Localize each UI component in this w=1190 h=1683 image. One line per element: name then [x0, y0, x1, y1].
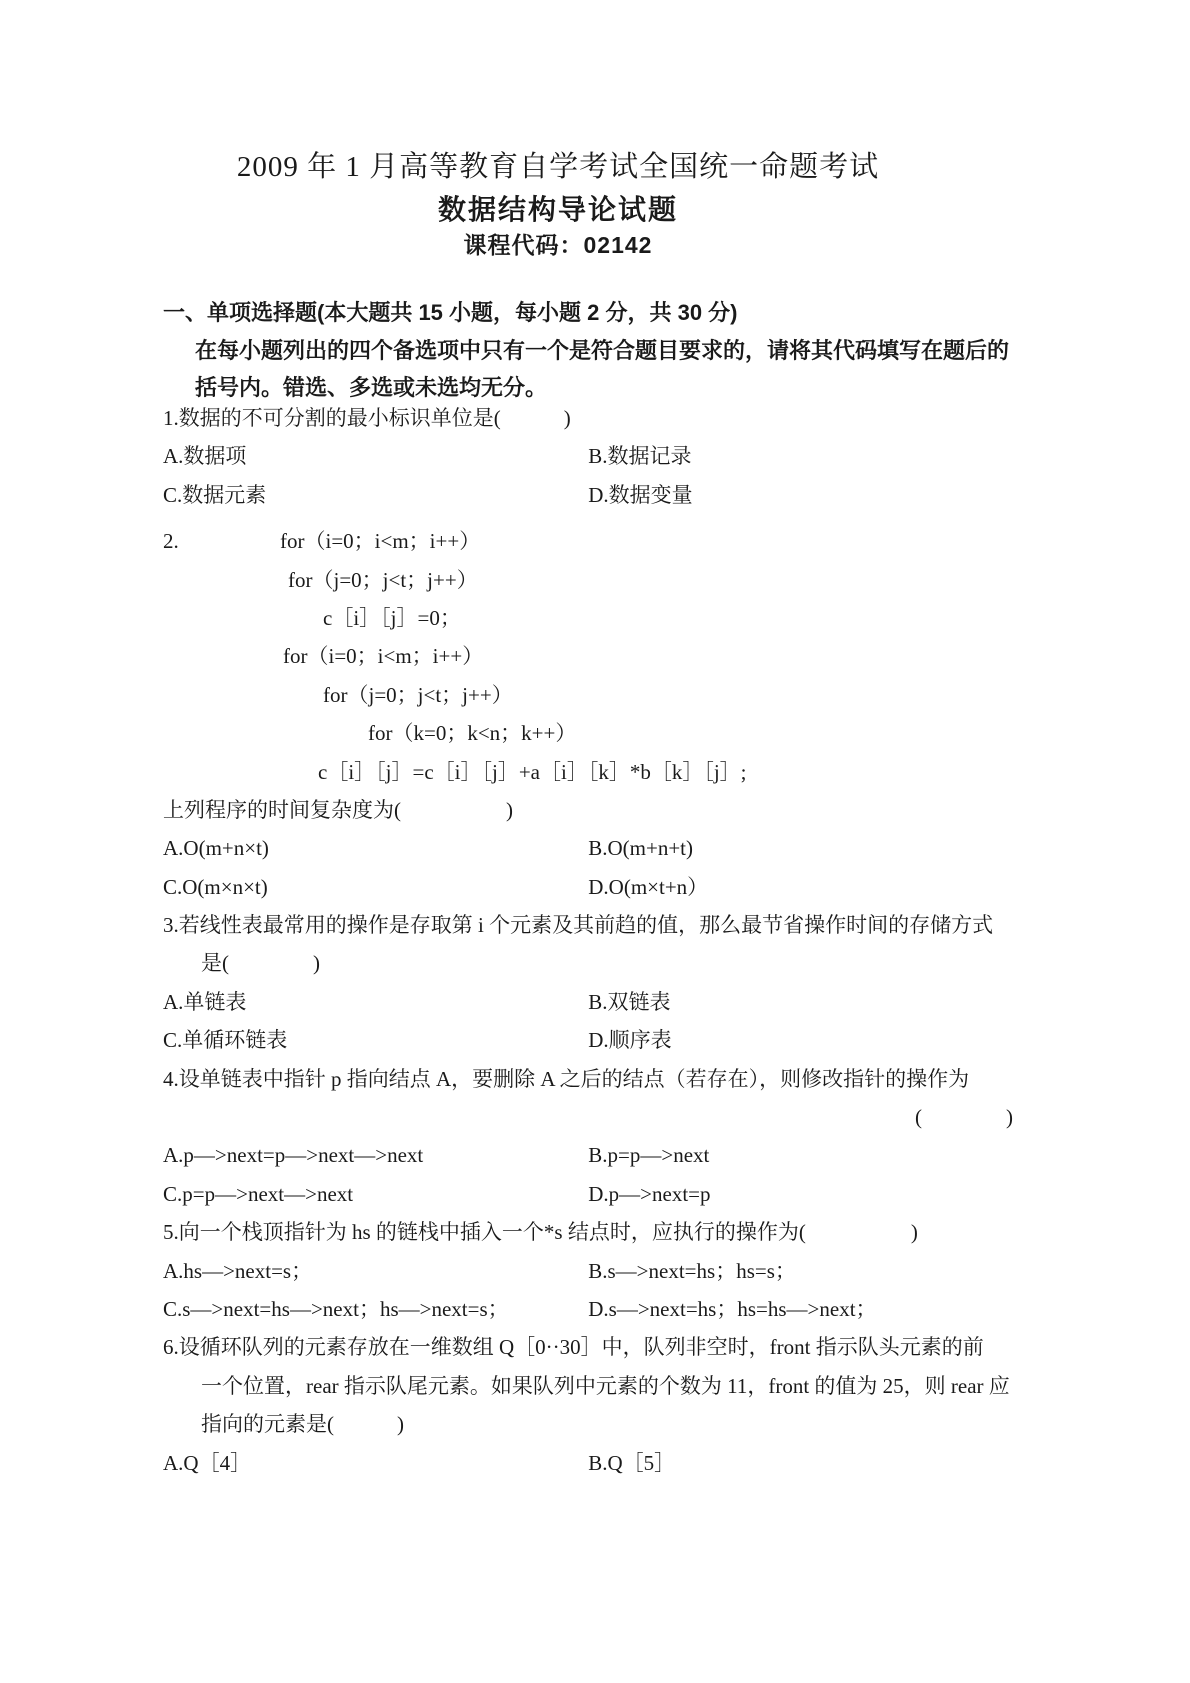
option-5c: C.s—>next=hs—>next；hs—>next=s； [163, 1296, 509, 1321]
question-3-stem-cont: 是( ) [201, 951, 320, 976]
page-title: 2009 年 1 月高等教育自学考试全国统一命题考试 [236, 151, 880, 183]
option-1c: C.数据元素 [163, 482, 267, 507]
question-4-options-ab [163, 1136, 1043, 1174]
question-1-options-ab [163, 437, 1043, 475]
question-3-options-ab [163, 983, 1043, 1021]
question-2-code-line: for（j=0；j<t；j++） [323, 682, 513, 707]
question-1-stem: 1.数据的不可分割的最小标识单位是( ) [163, 406, 571, 430]
question-4-stem: 4.设单链表中指针 p 指向结点 A，要删除 A 之后的结点（若存在），则修改指针的操作为 [163, 1066, 970, 1091]
question-5-options-ab [163, 1252, 1043, 1290]
questions-area [163, 399, 1043, 1482]
question-2-number: 2. [163, 529, 179, 554]
question-3-stem: 3.若线性表最常用的操作是存取第 i 个元素及其前趋的值，那么最节省操作时间的存储方式 [163, 913, 994, 938]
question-2-stem: 上列程序的时间复杂度为( ) [163, 797, 513, 822]
question-2-code-line: c［i］［j］=0； [323, 605, 461, 630]
question-1-options-cd [163, 476, 1043, 514]
question-2-code-line [163, 522, 1043, 560]
option-5b: B.s—>next=hs；hs=s； [588, 1258, 796, 1283]
option-3c: C.单循环链表 [163, 1028, 288, 1053]
question-6-stem-cont: 指向的元素是( ) [201, 1412, 404, 1437]
question-6-stem: 6.设循环队列的元素存放在一维数组 Q［0··30］中，队列非空时，front 指示队头元素的前 [163, 1335, 984, 1360]
option-3a: A.单链表 [163, 989, 247, 1014]
question-2-code-line: for（j=0；j<t；j++） [288, 567, 478, 592]
question-2-code-line: for（i=0；i<m；i++） [283, 644, 484, 669]
section-1 [163, 294, 1053, 407]
question-2-options-ab [163, 829, 1043, 867]
question-6-stem-cont: 一个位置，rear 指示队尾元素。如果队列中元素的个数为 11，front 的值为 25，则 rear 应 [201, 1373, 1010, 1398]
question-5-options-cd [163, 1290, 1043, 1328]
option-2d: D.O(m×t+n） [588, 874, 709, 899]
option-2b: B.O(m+n+t) [588, 836, 694, 861]
section-heading: 一、单项选择题(本大题共 15 小题，每小题 2 分，共 30 分) [163, 300, 738, 325]
option-1b: B.数据记录 [588, 444, 692, 469]
option-2c: C.O(m×n×t) [163, 874, 268, 899]
option-1a: A.数据项 [163, 444, 247, 469]
question-2-options-cd [163, 868, 1043, 906]
question-3-options-cd [163, 1021, 1043, 1059]
option-4a: A.p—>next=p—>next—>next [163, 1143, 424, 1168]
code-text: for（i=0；i<m；i++） [280, 529, 481, 554]
question-6-options-ab [163, 1444, 1043, 1482]
option-6b: B.Q［5］ [588, 1450, 676, 1475]
option-1d: D.数据变量 [588, 482, 693, 507]
question-4-options-cd [163, 1175, 1043, 1213]
question-4-answer-blank: ( ) [915, 1105, 1013, 1130]
option-4b: B.p=p—>next [588, 1143, 710, 1168]
option-3d: D.顺序表 [588, 1028, 672, 1053]
option-4c: C.p=p—>next—>next [163, 1181, 354, 1206]
option-3b: B.双链表 [588, 989, 671, 1014]
option-4d: D.p—>next=p [588, 1181, 711, 1206]
option-6a: A.Q［4］ [163, 1450, 252, 1475]
section-instructions-line: 在每小题列出的四个备选项中只有一个是符合题目要求的，请将其代码填写在题后的 [195, 337, 1010, 363]
question-5-stem: 5.向一个栈顶指针为 hs 的链栈中插入一个*s 结点时，应执行的操作为( ) [163, 1220, 918, 1245]
paper-subtitle: 数据结构导论试题 [437, 194, 678, 225]
option-5d: D.s—>next=hs；hs=hs—>next； [588, 1296, 877, 1321]
option-2a: A.O(m+n×t) [163, 836, 269, 861]
section-instructions-line: 括号内。错选、多选或未选均无分。 [195, 375, 548, 400]
course-code: 课程代码：02142 [463, 232, 653, 258]
question-2-code-line: for（k=0；k<n；k++） [368, 721, 577, 746]
paper-header [163, 146, 953, 261]
option-5a: A.hs—>next=s； [163, 1258, 313, 1283]
question-2-code-line: c［i］［j］=c［i］［j］+a［i］［k］*b［k］［j］; [318, 759, 747, 784]
